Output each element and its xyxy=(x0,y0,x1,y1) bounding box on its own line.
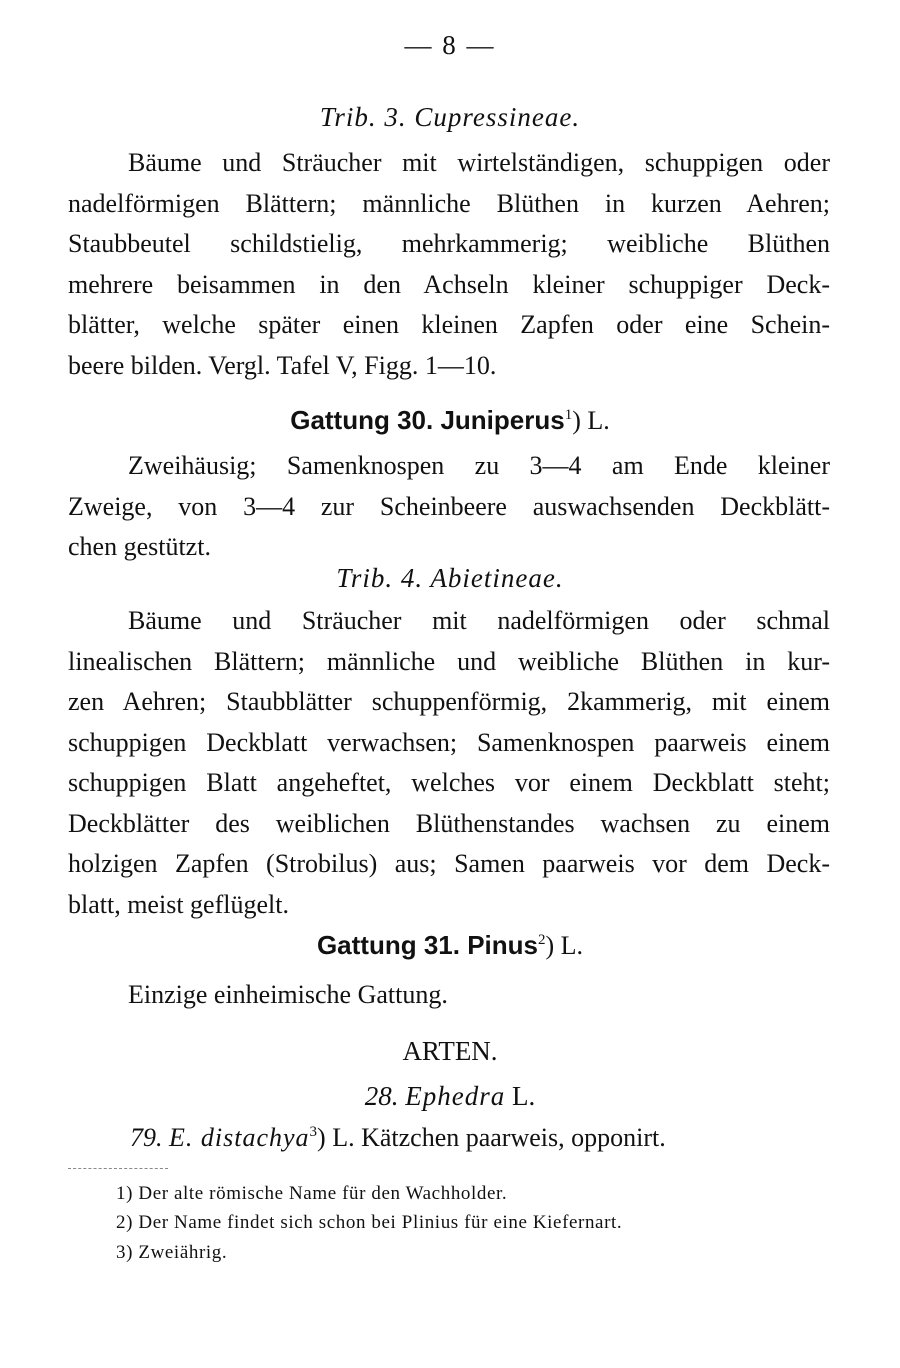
text-line: blätter, welche später einen kleinen Zapfen oder eine Schein- xyxy=(68,310,830,339)
footnote-divider xyxy=(68,1168,168,1169)
footnote-ref: 2 xyxy=(537,932,546,948)
tribe-3-heading: Trib. 3. Cupressineae. xyxy=(319,102,581,132)
text-line: Zweihäusig; Samenknospen zu 3—4 am Ende kleiner xyxy=(128,451,830,480)
text-line: holzigen Zapfen (Strobilus) aus; Samen paarweis vor dem Deck- xyxy=(68,849,830,878)
text-line: beere bilden. Vergl. Tafel V, Figg. 1—10. xyxy=(68,350,497,380)
text-line: chen gestützt. xyxy=(68,532,211,561)
text-line: blatt, meist geflügelt. xyxy=(68,889,289,919)
text-line: Zweige, von 3—4 zur Scheinbeere auswachsenden Deckblätt- xyxy=(68,491,830,521)
species-entry xyxy=(130,1123,790,1153)
text-line: Bäume und Sträucher mit nadelförmigen oder schmal xyxy=(128,606,830,635)
tribe-4-description xyxy=(68,601,830,925)
genus-30-title: Gattung 30. Juniperus xyxy=(290,405,565,435)
page-number: — 8 — xyxy=(404,30,496,60)
tribe-4-heading: Trib. 4. Abietineae. xyxy=(336,563,564,593)
genus-30-description xyxy=(68,446,830,568)
text-line: mehrere beisammen in den Achseln kleiner schuppiger Deck- xyxy=(68,269,830,299)
footnote-ref: 3 xyxy=(309,1124,318,1140)
text-line: Deckblätter des weiblichen Blüthenstandes wachsen zu einem xyxy=(68,808,830,838)
genus-31-heading xyxy=(0,930,900,961)
text-line: linealischen Blättern; männliche und weibliche Blüthen in kur- xyxy=(68,646,830,676)
species-name: E. distachya xyxy=(169,1123,310,1152)
species-number: 79. xyxy=(130,1123,163,1152)
arten-heading: ARTEN. xyxy=(402,1036,498,1066)
footnote-2: 2) Der Name findet sich schon bei Plinius für eine Kiefernart. xyxy=(116,1212,623,1233)
genus-name: Ephedra xyxy=(405,1081,506,1111)
ephedra-genus-line xyxy=(0,1081,900,1112)
genus-number: 28. xyxy=(364,1081,399,1111)
text-line: Bäume und Sträucher mit wirtelständigen, schuppigen oder xyxy=(128,148,830,177)
text-line: nadelförmigen Blättern; männliche Blüthen in kurzen Aehren; xyxy=(68,188,830,218)
genus-30-author: ) L. xyxy=(572,406,610,435)
genus-author: L. xyxy=(511,1081,536,1111)
text-line: schuppigen Blatt angeheftet, welches vor einem Deckblatt steht; xyxy=(68,768,830,797)
footnote-3: 3) Zweiährig. xyxy=(116,1242,228,1263)
genus-31-title: Gattung 31. Pinus xyxy=(316,930,538,960)
tribe-3-description xyxy=(68,143,830,386)
text-line: zen Aehren; Staubblätter schuppenförmig, 2kammerig, mit einem xyxy=(68,687,830,716)
genus-30-heading xyxy=(0,405,900,436)
text-line: schuppigen Deckblatt verwachsen; Samenknospen paarweis einem xyxy=(68,727,830,757)
species-description: ) L. Kätzchen paarweis, opponirt. xyxy=(317,1123,666,1152)
footnote-1: 1) Der alte römische Name für den Wachholder. xyxy=(116,1183,508,1204)
text-line: Staubbeutel schildstielig, mehrkammerig; weibliche Blüthen xyxy=(68,229,830,258)
genus-31-author: ) L. xyxy=(545,931,584,960)
footnote-ref: 1 xyxy=(564,407,573,423)
genus-31-description: Einzige einheimische Gattung. xyxy=(128,980,448,1009)
